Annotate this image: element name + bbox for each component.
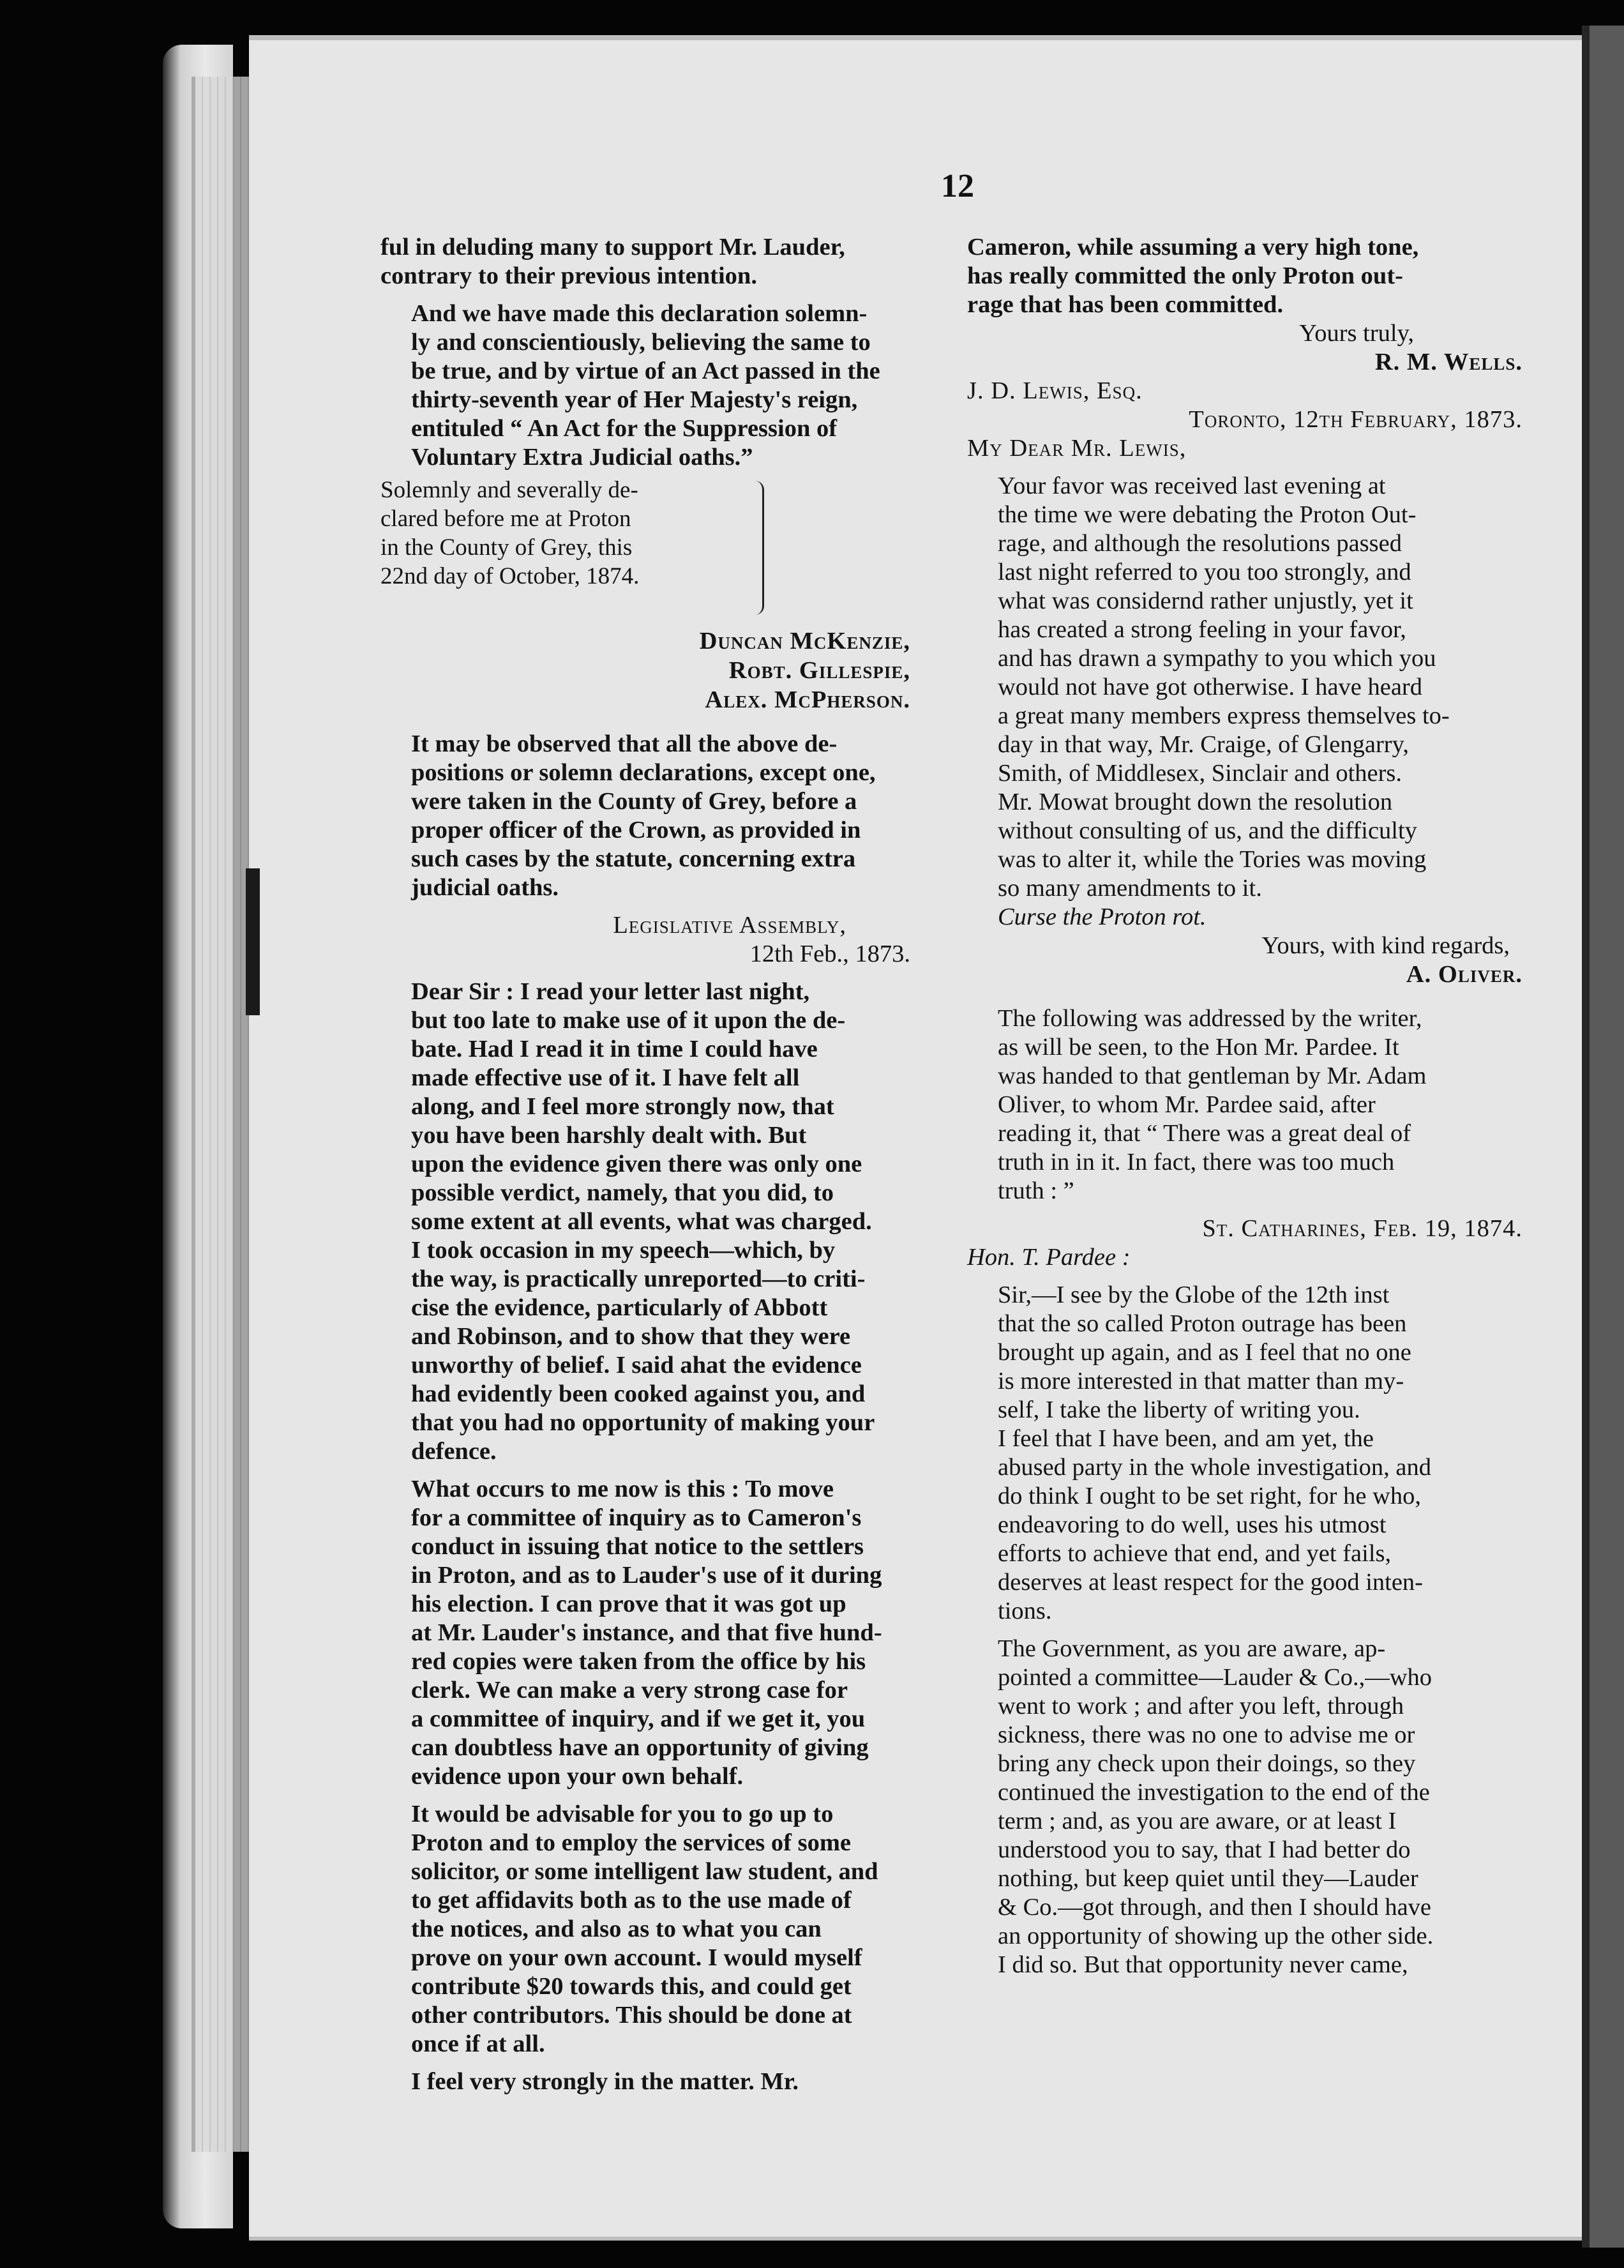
text-line: And we have made this declaration solemn-: [411, 300, 868, 327]
text-line: that you had no opportunity of making your: [411, 1409, 875, 1436]
text-line: Sir,—I see by the Globe of the 12th inst: [998, 1281, 1390, 1308]
text-line: the notices, and also as to what you can: [411, 1916, 822, 1942]
text-line: evidence upon your own behalf.: [411, 1763, 744, 1790]
text-line: upon the evidence given there was only one: [411, 1151, 862, 1177]
text-line: an opportunity of showing up the other side.: [998, 1923, 1434, 1949]
text-line: thirty-seventh year of Her Majesty's reign,: [411, 386, 858, 413]
text-line: Your favor was received last evening at: [998, 472, 1386, 499]
text-line: Smith, of Middlesex, Sinclair and others.: [998, 760, 1402, 787]
text-line: prove on your own account. I would myself: [411, 1944, 862, 1971]
text-line: to get affidavits both as to the use made of: [411, 1887, 852, 1914]
text-line: in Proton, and as to Lauder's use of it during: [411, 1562, 882, 1589]
signatories: [380, 626, 936, 714]
text-line: pointed a committee—Lauder & Co.,—who: [998, 1664, 1432, 1691]
text-line: without consulting of us, and the difficulty: [998, 817, 1417, 844]
text-line: along, and I feel more strongly now, that: [411, 1093, 834, 1120]
text-line: but too late to make use of it upon the de-: [411, 1007, 846, 1034]
salutation: Hon. T. Pardee :: [967, 1244, 1131, 1271]
text-line: for a committee of inquiry as to Cameron's: [411, 1504, 862, 1531]
text-line: had evidently been cooked against you, and: [411, 1380, 866, 1407]
text-line: continued the investigation to the end of the: [998, 1779, 1430, 1806]
text-line: truth : ”: [998, 1177, 1074, 1204]
text-line: contrary to their previous intention.: [380, 262, 757, 289]
addressee: J. D. Lewis, Esq.: [967, 377, 1143, 404]
text-line: The following was addressed by the writer,: [998, 1005, 1422, 1032]
paragraph: [967, 1425, 1535, 1626]
paragraph: [967, 1004, 1535, 1206]
paragraph: [967, 472, 1535, 903]
text-line: the way, is practically unreported—to criti-: [411, 1266, 866, 1292]
text-line: a committee of inquiry, and if we get it, you: [411, 1705, 866, 1732]
text-line: rage that has been committed.: [967, 291, 1284, 318]
text-line: What occurs to me now is this : To move: [411, 1476, 834, 1502]
text-line: truth in in it. In fact, there was too much: [998, 1149, 1395, 1176]
text-line: It would be advisable for you to go up to: [411, 1801, 834, 1827]
text-line: I feel that I have been, and am yet, the: [998, 1425, 1374, 1452]
text-line: you have been harshly dealt with. But: [411, 1122, 807, 1149]
paragraph: [380, 233, 936, 291]
text-line: defence.: [411, 1438, 497, 1465]
text-line: red copies were taken from the office by his: [411, 1648, 866, 1675]
text-line: I took occasion in my speech—which, by: [411, 1237, 836, 1264]
text-line: has really committed the only Proton out-: [967, 262, 1403, 289]
text-line: judicial oaths.: [411, 874, 559, 901]
text-line: conduct in issuing that notice to the settlers: [411, 1533, 864, 1560]
text-line: Dear Sir : I read your letter last night,: [411, 978, 810, 1005]
text-line: proper officer of the Crown, as provided in: [411, 817, 861, 843]
text-line: efforts to achieve that end, and yet fails,: [998, 1540, 1392, 1567]
text-line: ly and conscientiously, believing the same to: [411, 329, 871, 356]
text-line: his election. I can prove that it was got up: [411, 1591, 846, 1617]
text-line: can doubtless have an opportunity of giving: [411, 1734, 869, 1761]
signer-name: Alex. McPherson.: [705, 686, 910, 713]
paragraph: [967, 1281, 1535, 1425]
text-line: bring any check upon their doings, so they: [998, 1750, 1416, 1777]
text-line: clerk. We can make a very strong case for: [411, 1677, 848, 1704]
text-line: Oliver, to whom Mr. Pardee said, after: [998, 1091, 1376, 1118]
text-line: went to work ; and after you left, through: [998, 1693, 1404, 1720]
text-line: once if at all.: [411, 2030, 545, 2057]
text-line: entituled “ An Act for the Suppression of: [411, 415, 838, 442]
text-line: last night referred to you too strongly, and: [998, 559, 1411, 586]
text-line: nothing, but keep quiet until they—Lauder: [998, 1865, 1418, 1892]
declaration-text: Solemnly and severally de- clared before me at Proton in the County of Grey, this 22nd day of October, 1874.: [380, 477, 640, 589]
text-line: possible verdict, namely, that you did, to: [411, 1179, 834, 1206]
text-line: has created a strong feeling in your favor,: [998, 616, 1406, 643]
letter-place: Legislative Assembly,: [613, 912, 846, 939]
text-line: abused party in the whole investigation, and: [998, 1454, 1431, 1481]
signature: A. Oliver.: [1406, 961, 1522, 988]
text-line: the time we were debating the Proton Out-: [998, 501, 1417, 528]
text-line: reading it, that “ There was a great deal of: [998, 1120, 1411, 1147]
right-scan-border: [1590, 26, 1624, 2248]
text-line: and has drawn a sympathy to you which you: [998, 645, 1436, 672]
text-line: that the so called Proton outrage has been: [998, 1310, 1407, 1337]
closing: Yours, with kind regards,: [1261, 932, 1510, 959]
text-line: and Robinson, and to show that they were: [411, 1323, 851, 1350]
paragraph: [380, 299, 936, 472]
text-line: some extent at all events, what was charged.: [411, 1208, 872, 1235]
text-line: self, I take the liberty of writing you.: [998, 1396, 1360, 1423]
signer-name: Robt. Gillespie,: [728, 657, 910, 684]
text-line: brought up again, and as I feel that no one: [998, 1339, 1411, 1366]
paragraph: [967, 233, 1535, 319]
binding-mark: [246, 868, 260, 1015]
text-line: a great many members express themselves to-: [998, 702, 1450, 729]
dateline: Toronto, 12th February, 1873.: [1189, 406, 1522, 433]
text-line: The Government, as you are aware, ap-: [998, 1635, 1386, 1662]
text-line: what was considernd rather unjustly, yet it: [998, 587, 1413, 614]
left-column: [380, 233, 936, 2096]
text-line: Mr. Mowat brought down the resolution: [998, 789, 1393, 815]
brace: [751, 481, 764, 615]
text-line: I did so. But that opportunity never came,: [998, 1951, 1408, 1978]
text-line: rage, and although the resolutions passed: [998, 530, 1402, 557]
text-line: day in that way, Mr. Craige, of Glengarry,: [998, 731, 1409, 758]
text-line: deserves at least respect for the good inten-: [998, 1569, 1424, 1596]
text-line: I feel very strongly in the matter. Mr.: [411, 2068, 799, 2095]
paragraph: [380, 730, 936, 902]
text-line: sickness, there was no one to advise me or: [998, 1721, 1415, 1748]
text-line: Cameron, while assuming a very high tone,: [967, 234, 1419, 261]
signer-name: Duncan McKenzie,: [699, 628, 910, 654]
dateline: St. Catharines, Feb. 19, 1874.: [1202, 1215, 1522, 1242]
text-line: other contributors. This should be done at: [411, 2002, 852, 2029]
text-line: & Co.—got through, and then I should have: [998, 1894, 1432, 1921]
text-line: so many amendments to it.: [998, 875, 1262, 902]
letter-date: 12th Feb., 1873.: [749, 941, 910, 967]
text-line: was to alter it, while the Tories was moving: [998, 846, 1427, 873]
right-column: [967, 233, 1535, 1979]
text-line: term ; and, as you are aware, or at least I: [998, 1808, 1397, 1834]
text-line: be true, and by virtue of an Act passed in the: [411, 358, 880, 384]
postscript: Curse the Proton rot.: [998, 903, 1207, 930]
text-line: unworthy of belief. I said ahat the evidence: [411, 1352, 862, 1379]
text-line: do think I ought to be set right, for he who,: [998, 1483, 1421, 1509]
text-line: as will be seen, to the Hon Mr. Pardee. It: [998, 1034, 1399, 1061]
declaration-block: [380, 476, 936, 626]
paragraph: [380, 2068, 936, 2096]
paragraph: [967, 1635, 1535, 1979]
text-line: cise the evidence, particularly of Abbott: [411, 1294, 828, 1321]
text-line: were taken in the County of Grey, before a: [411, 788, 857, 815]
paragraph: [380, 978, 936, 1466]
text-line: solicitor, or some intelligent law student, and: [411, 1858, 878, 1885]
text-line: It may be observed that all the above de-: [411, 730, 838, 757]
signature: R. M. Wells.: [1374, 349, 1522, 375]
text-line: made effective use of it. I have felt all: [411, 1064, 800, 1091]
paragraph: [380, 1475, 936, 1791]
text-line: endeavoring to do well, uses his utmost: [998, 1511, 1387, 1538]
paragraph: [380, 1800, 936, 2059]
text-line: understood you to say, that I had better do: [998, 1836, 1411, 1863]
text-line: Voluntary Extra Judicial oaths.”: [411, 444, 753, 471]
text-line: at Mr. Lauder's instance, and that five hund-: [411, 1619, 882, 1646]
salutation: My Dear Mr. Lewis,: [967, 435, 1187, 462]
text-line: positions or solemn declarations, except one,: [411, 759, 876, 786]
closing: Yours truly,: [1299, 320, 1414, 347]
text-line: bate. Had I read it in time I could have: [411, 1036, 818, 1062]
text-line: Proton and to employ the services of some: [411, 1829, 851, 1856]
text-line: contribute $20 towards this, and could get: [411, 1973, 852, 2000]
text-line: ful in deluding many to support Mr. Lauder,: [380, 234, 845, 261]
text-line: would not have got otherwise. I have heard: [998, 674, 1422, 700]
text-line: tions.: [998, 1598, 1052, 1624]
text-line: was handed to that gentleman by Mr. Adam: [998, 1062, 1427, 1089]
text-line: is more interested in that matter than my-: [998, 1368, 1404, 1395]
page-number: 12: [941, 168, 974, 204]
text-line: such cases by the statute, concerning extra: [411, 845, 856, 872]
